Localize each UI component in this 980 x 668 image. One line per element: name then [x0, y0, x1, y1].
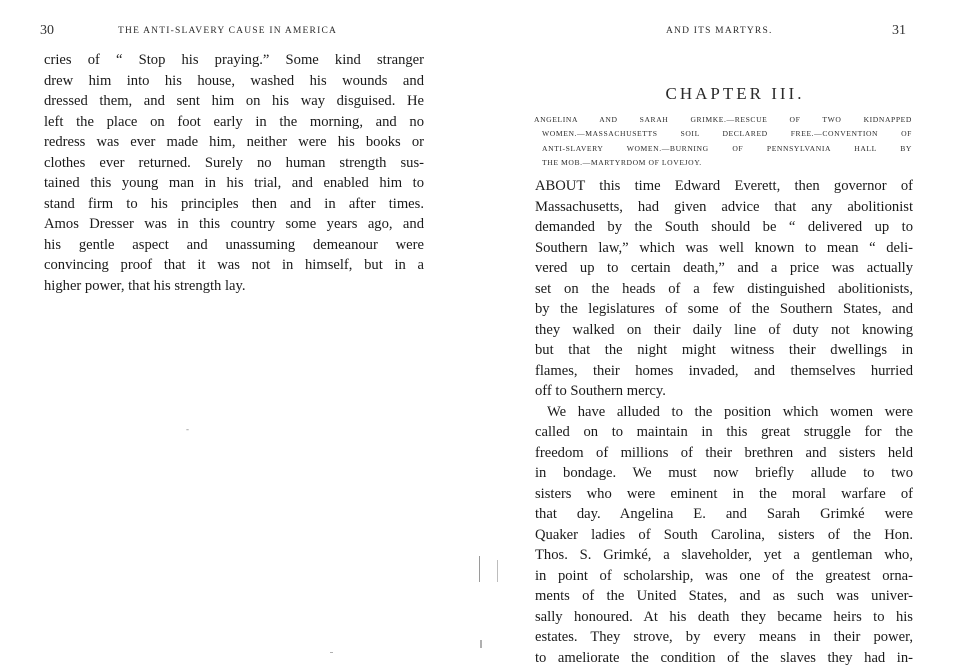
right-page-number: 31 [892, 23, 906, 38]
text-line: estates. They strove, by every means in their power, [535, 629, 913, 645]
text-line: drew him into his house, washed his wounds and [44, 72, 424, 89]
summary-line: THE MOB.—MARTYRDOM OF LOVEJOY. [542, 157, 702, 167]
left-page [0, 0, 470, 668]
scan-speck: - [186, 424, 189, 434]
text-line: in point of scholarship, was one of the greatest orna- [535, 567, 913, 584]
text-line: tained this young man in his trial, and enabled him to [44, 175, 424, 191]
text-line: We have alluded to the position which women were [547, 403, 913, 420]
scan-speck [330, 652, 333, 653]
text-line: higher power, that his strength lay. [44, 277, 246, 294]
text-line: freedom of millions of their brethren and sisters held [535, 444, 913, 461]
summary-line: ANGELINA AND SARAH GRIMKE.—RESCUE OF TWO KIDNAPPED [534, 115, 912, 124]
text-line: Thos. S. Grimké, a slaveholder, yet a gentleman who, [535, 547, 913, 563]
text-line: cries of “ Stop his praying.” Some kind stranger [44, 52, 424, 68]
chapter-summary [534, 113, 912, 170]
summary-line: WOMEN.—MASSACHUSETTS SOIL DECLARED FREE.—CONVENTION OF [542, 129, 912, 139]
scan-speck [480, 640, 482, 648]
text-line: ABOUT this time Edward Everett, then governor of [535, 178, 913, 194]
text-line: sisters who were eminent in the moral warfare of [535, 485, 913, 502]
text-line: that day. Angelina E. and Sarah Grimké were [535, 506, 913, 522]
text-line: called on to maintain in this great struggle for the [535, 424, 913, 440]
text-line: flames, their homes invaded, and themselves hurried [535, 362, 913, 379]
text-line: off to Southern mercy. [535, 383, 666, 399]
right-running-head: AND ITS MARTYRS. [666, 26, 773, 36]
text-line: stand firm to his principles then and in after times. [44, 195, 424, 212]
text-line: they walked on their daily line of duty not knowing [535, 321, 913, 338]
text-line: Southern law,” which was well known to mean “ deli- [535, 239, 913, 256]
text-line: vered up to certain death,” and a price was actually [535, 260, 913, 276]
text-line: but that the night might witness their dwellings in [535, 342, 913, 358]
chapter-title: CHAPTER III. [665, 84, 805, 103]
text-line: dressed them, and sent him on his way disguised. He [44, 93, 424, 109]
text-line: convincing proof that it was not in himself, but in a [44, 257, 424, 273]
left-page-number: 30 [40, 23, 54, 38]
text-line: Quaker ladies of South Carolina, sisters of the Hon. [535, 526, 913, 543]
text-line: his gentle aspect and unassuming demeanour were [44, 236, 424, 253]
text-line: sally honoured. At his death they became heirs to his [535, 608, 913, 625]
text-line: ments of the United States, and as such was univer- [535, 588, 913, 604]
text-line: by the legislatures of some of the Southern States, and [535, 301, 913, 317]
text-line: Amos Dresser was in this country some years ago, and [44, 216, 424, 232]
gutter-bar [479, 556, 480, 582]
text-line: in bondage. We must now briefly allude to two [535, 465, 913, 481]
text-line: clothes ever returned. Surely no human strength sus- [44, 154, 424, 171]
summary-line: ANTI-SLAVERY WOMEN.—BURNING OF PENNSYLVANIA HALL BY [542, 143, 912, 153]
text-line: set on the heads of a few distinguished abolitionists, [535, 280, 913, 297]
left-page-text [44, 50, 424, 296]
text-line: redress was ever made him, neither were his books or [44, 134, 424, 150]
text-line: demanded by the South should be “ delivered up to [535, 219, 913, 235]
text-line: to ameliorate the condition of the slaves they had in- [535, 649, 913, 666]
right-page [490, 0, 980, 668]
text-line: Massachusetts, had given advice that any abolitionist [535, 198, 913, 215]
text-line: left the place on foot early in the morning, and no [44, 113, 424, 130]
right-page-text [535, 176, 913, 668]
left-running-head: THE ANTI-SLAVERY CAUSE IN AMERICA [118, 26, 338, 36]
